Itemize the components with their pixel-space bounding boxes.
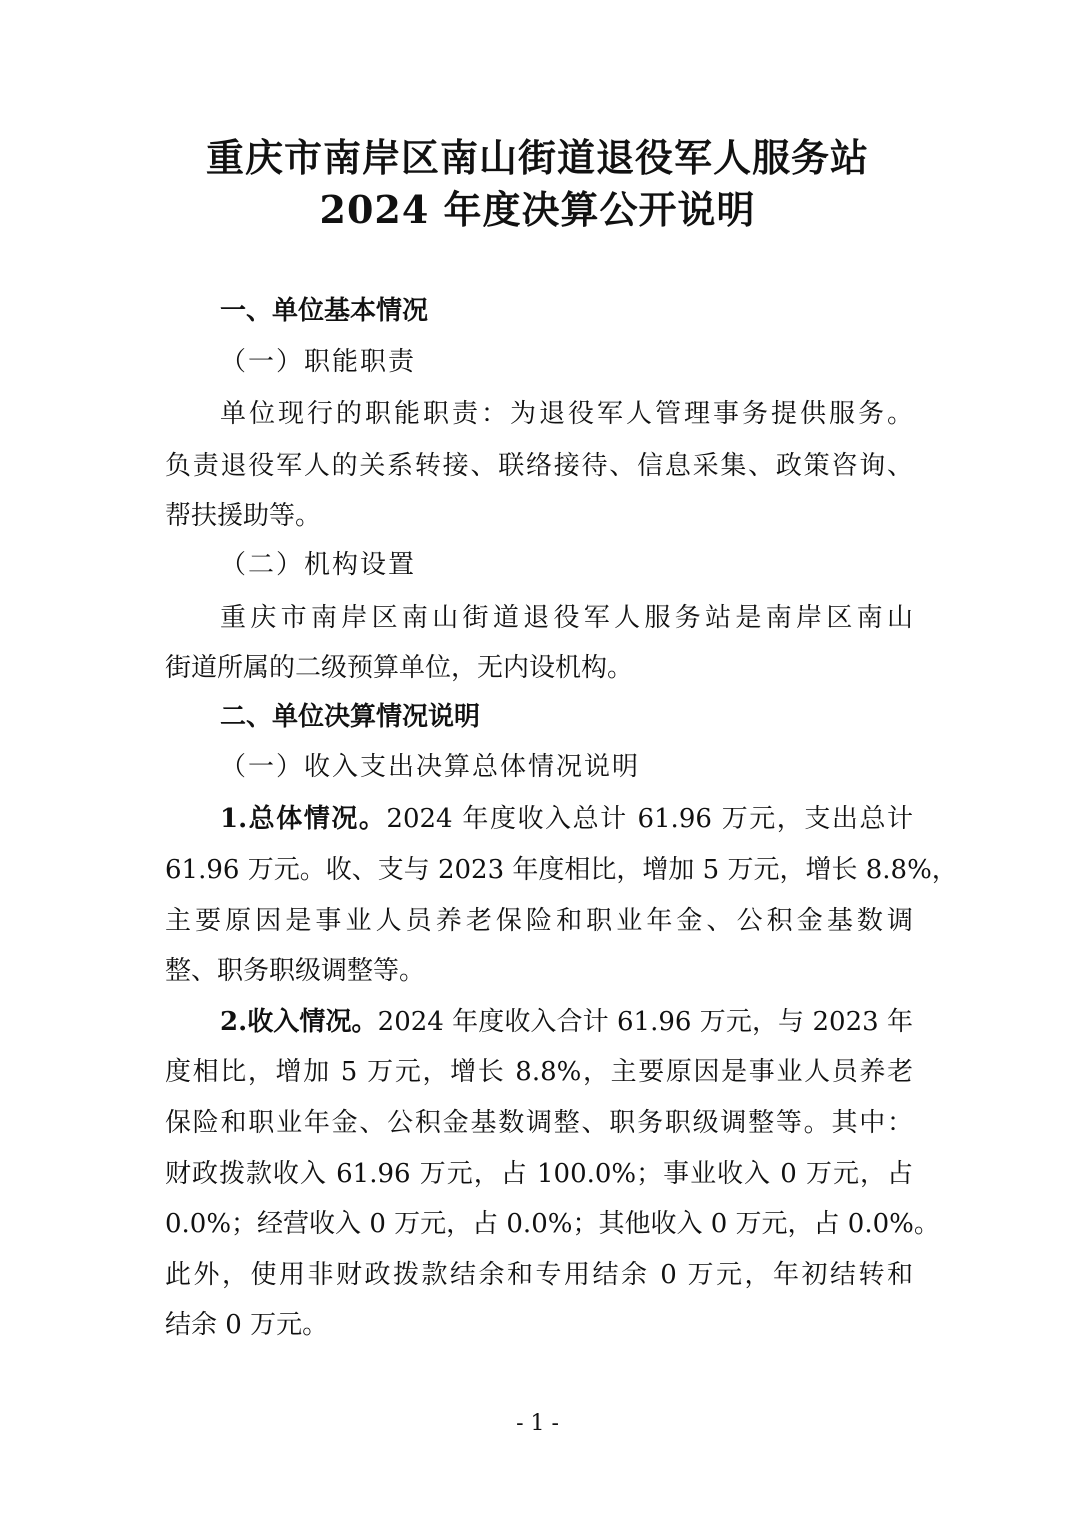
paragraph-line: 61.96 万元。收、支与 2023 年度相比，增加 5 万元，增长 8.8%， (165, 855, 958, 885)
document-title-line-1: 重庆市南岸区南山街道退役军人服务站 (205, 135, 869, 180)
section-heading-final-accounts: 二、单位决算情况说明 (220, 702, 481, 732)
paragraph-line: 负责退役军人的关系转接、联络接待、信息采集、政策咨询、 (165, 451, 913, 481)
document-title-line-2: 2024 年度决算公开说明 (319, 187, 756, 232)
paragraph-line: 重庆市南岸区南山街道退役军人服务站是南岸区南山 (220, 603, 913, 633)
paragraph-line: 0.0%；经营收入 0 万元，占 0.0%；其他收入 0 万元，占 0.0%。 (165, 1209, 940, 1239)
paragraph-line: 保险和职业年金、公积金基数调整、职务职级调整等。其中： (165, 1108, 913, 1138)
page-number: - 1 - (516, 1411, 559, 1436)
paragraph-text: 2024 年度收入合计 61.96 万元，与 2023 年 (377, 1007, 913, 1037)
paragraph-text: 2024 年度收入总计 61.96 万元，支出总计 (386, 804, 913, 834)
subsection-heading-functions: （一）职能职责 (220, 347, 417, 377)
paragraph-label-income: 2.收入情况。 (220, 1007, 378, 1037)
paragraph-line: 单位现行的职能职责：为退役军人管理事务提供服务。 (220, 399, 913, 429)
subsection-heading-overall-income-expense: （一）收入支出决算总体情况说明 (220, 752, 641, 782)
paragraph-line: 财政拨款收入 61.96 万元，占 100.0%；事业收入 0 万元，占 (165, 1159, 913, 1189)
paragraph-line: 帮扶援助等。 (165, 501, 322, 531)
paragraph-line: 度相比，增加 5 万元，增长 8.8%，主要原因是事业人员养老 (165, 1057, 913, 1087)
section-heading-basic-info: 一、单位基本情况 (220, 296, 429, 326)
paragraph-line (220, 1009, 913, 1035)
paragraph-line: 街道所属的二级预算单位，无内设机构。 (165, 653, 634, 683)
paragraph-line: 主要原因是事业人员养老保险和职业年金、公积金基数调 (165, 906, 913, 936)
paragraph-line: 此外，使用非财政拨款结余和专用结余 0 万元，年初结转和 (165, 1260, 913, 1290)
paragraph-line: 整、职务职级调整等。 (165, 956, 426, 986)
paragraph-line (220, 806, 913, 832)
subsection-heading-organization: （二）机构设置 (220, 550, 417, 580)
paragraph-line: 结余 0 万元。 (165, 1310, 329, 1340)
paragraph-label-overall: 1.总体情况。 (220, 804, 387, 834)
